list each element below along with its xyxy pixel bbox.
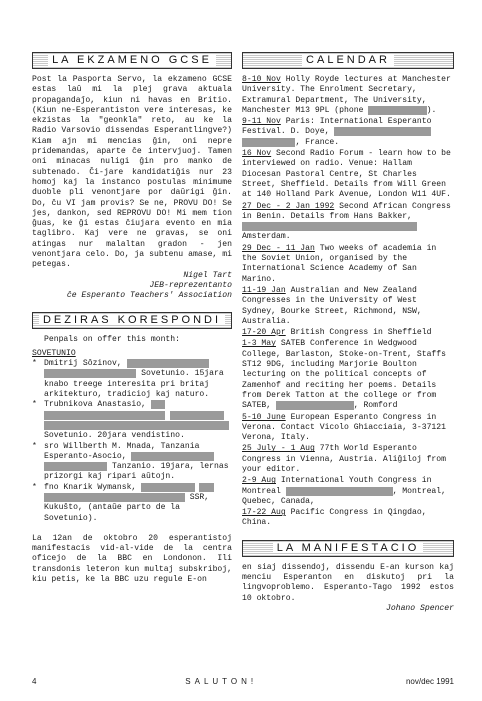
event-date: 2-9 Aug (242, 476, 276, 486)
penpals-banner-title: DEZIRAS KORESPONDI (39, 315, 225, 325)
penpal-description: Sovetunio. 15jara knabo treege interesita pri britaj arkitekturo, tradicioj kaj naturo. (44, 369, 224, 400)
penpal-entry-text (44, 400, 232, 441)
calendar-banner-title: CALENDAR (302, 55, 394, 65)
event-date: 8-10 Nov (242, 75, 281, 84)
event-date: 9-11 Nov (242, 117, 281, 127)
event-date: 5-10 June (242, 412, 286, 422)
event-text: British Congress in Sheffield (290, 328, 432, 338)
page-footer (32, 677, 454, 687)
event-text: Holly Royde lectures at Manchester University. The Enrolment Secretary, Extramural Department, The University, Manchester M13 9PL (phone (242, 75, 451, 115)
page-number: 4 (32, 677, 37, 686)
event-date: 16 Nov (242, 149, 272, 159)
calendar-list (242, 75, 454, 529)
calendar-event (242, 244, 454, 285)
manifestacio-signature: Johano Spencer (386, 603, 454, 613)
event-text-tail: , Montreal, Quebec, Canada, (242, 486, 447, 506)
redacted-contact (286, 487, 393, 496)
penpal-list (32, 359, 232, 524)
penpal-entry (32, 359, 232, 400)
event-date: 17-22 Aug (242, 508, 286, 518)
bullet: * (32, 482, 37, 492)
redacted-address (44, 462, 107, 471)
penpal-description: SSR, Kukuŝto, (antaŭe parto de la Sovetunio). (44, 492, 210, 523)
bullet: * (32, 359, 37, 369)
magazine-title: SALUTON! (185, 677, 258, 686)
event-text-tail: , France. (295, 137, 340, 147)
calendar-event (242, 149, 454, 200)
manifestacio-banner (242, 540, 454, 557)
event-date: 29 Dec - 11 Jan (242, 243, 315, 253)
event-date: 1-3 May (242, 339, 276, 349)
event-text-tail: , Romford (353, 401, 398, 411)
redacted-address (44, 369, 136, 378)
event-text-tail: Amsterdam. (242, 232, 291, 242)
calendar-event (242, 476, 454, 507)
event-text: 77th World Esperanto Congress in Vienna, Austria. Aliĝiloj from your editor. (242, 444, 446, 474)
event-text: International Youth Congress in Montreal (242, 476, 432, 496)
redacted-address (127, 359, 210, 368)
penpal-entry (32, 400, 232, 441)
calendar-event (242, 328, 454, 338)
event-text: European Esperanto Congress in Verona. Contact Vicolo Ghiacciaia, 3-37121 Verona, Italy. (242, 412, 446, 443)
gcse-banner-title: LA EKZAMENO GCSE (48, 55, 216, 65)
penpal-name: fno Knarik Wymansk, (44, 482, 137, 492)
penpals-banner (32, 312, 232, 329)
penpal-entry-text (44, 483, 232, 524)
calendar-event (242, 286, 454, 327)
penpal-entry-text (44, 442, 232, 483)
penpal-entry-text (44, 359, 232, 400)
penpal-entry (32, 483, 232, 524)
gcse-article: Post la Pasporta Servo, la ekzameno GCSE estas laŭ mi la plej grava aktuala propagandaĵo, kiun ni havas en Britio. (Kiun ne-Esperantiston vere interesas, ke ekzistas la "geonkla" reto, au ke la Radio Varsovio dissendas Esperantlingve?) Kiam ajn mi mencias ĝin, oni nepre pridemandas, aparte ĉe intervjuoj. Tamen oni minacas nuligi ĝin pro manko de subtenado. Ĉi-jare kandidatiĝis nur 23 homoj kaj la instanco postulas minimume duoble pli venontjare por daŭrigi ĝin. Do, ĉu VI jam provis? Se ne, PROVU DO! Se jes, dankon, sed REPROVU DO! Mi mem tion ĝuas, ke ĝi estas ĉiujara evento en mia taglibro. Kaj vere ne gravas, se oni atingas nur malaltan gradon - jen venontjara celo. Do, ja subtenu amase, mi petegas. (32, 75, 232, 270)
redacted-address (141, 483, 194, 492)
event-date: 27 Dec - 2 Jan 1992 (242, 201, 335, 211)
event-text: Paris: International Esperanto Festival. D. Doye, (242, 117, 432, 137)
calendar-banner (242, 52, 454, 69)
country-heading: SOVETUNIO (32, 348, 76, 358)
event-date: 17-20 Apr (242, 328, 286, 338)
signature-role-1: JEB-reprezentanto (149, 280, 232, 290)
event-text: Two weeks of academia in the Soviet Union, organised by the International Science Academy of San Marino. (242, 243, 437, 284)
signature-role-2: ĉe Esperanto Teachers' Association (66, 291, 232, 301)
event-text: Second African Congress in Benin. Details from Hans Bakker, (242, 201, 451, 221)
left-column (32, 52, 232, 585)
calendar-event (242, 117, 454, 148)
redacted-contact (276, 401, 354, 410)
calendar-event (242, 202, 454, 243)
event-text: SATEB Conference in Wedgwood College, Barlaston, Stoke-on-Trent, Staffs ST12 9DG, including Marjorie Boulton lecturing on the political concepts of Zamenhof and reciting her poems. Details from Derek Tatton at the college or from SATEB, (242, 339, 446, 411)
penpal-name: Trubnikova Anastasio, (44, 400, 146, 410)
penpal-entry (32, 442, 232, 483)
manifestacio-article: La 12an de oktobro 20 esperantistoj manifestacis vid-al-vide de la centra oficejo de la BBC en Londonon. Ili transdonis leteron kun multaj subskriboj, kiu petis, ke la BBC uzu regule E-on (32, 533, 232, 585)
penpals-intro: Penpals on offer this month: (44, 334, 180, 344)
penpal-description: Tanzanio. 19jara, lernas prizorgi kaj ripari aŭtojn. (44, 462, 229, 482)
event-date: 11-19 Jan (242, 285, 286, 295)
calendar-event (242, 339, 454, 411)
calendar-event (242, 413, 454, 444)
manifestacio-continued: en siaj dissendoj, dissendu E-an kurson kaj menciu Esperanton en diskutoj pri la lingvoproblemo. Esperanto-Tago 1992 estos 10 oktobro. (242, 562, 454, 603)
redacted-address (131, 452, 214, 461)
event-date: 25 July - 1 Aug (242, 444, 315, 454)
penpal-description: Sovetunio. 20jara vendistino. (44, 431, 185, 441)
calendar-event (242, 508, 454, 529)
manifestacio-banner-title: LA MANIFESTACIO (273, 543, 424, 553)
penpal-name: Dmitrij Sôzinov, (44, 359, 122, 369)
event-text: Australian and New Zealand Congresses in the University of West Sydney, Bourke Street, Richmond, NSW, Australia. (242, 285, 422, 326)
calendar-event (242, 75, 454, 116)
bullet: * (32, 441, 37, 451)
penpal-name: sro Willberth M. Mnada, Tanzania Esperanto-Asocio, (44, 441, 200, 461)
gcse-banner (32, 52, 232, 69)
event-text-tail: ). (426, 105, 437, 115)
redacted-contact (368, 106, 426, 115)
right-column (242, 52, 454, 614)
bullet: * (32, 400, 37, 410)
calendar-event (242, 444, 454, 475)
event-text: Second Radio Forum - learn how to be interviewed on radio. Venue: Hallam Diocesan Pastoral Centre, St Charles Street, Sheffield. Details from Will Green at 140 Holland Park Avenue, London W11 4UF. (242, 149, 451, 200)
redacted-contact (242, 222, 417, 231)
event-text: Pacific Congress in Qingdao, China. (242, 508, 427, 528)
issue-date: nov/dec 1991 (405, 677, 454, 686)
signature-name: Nigel Tart (183, 270, 232, 280)
